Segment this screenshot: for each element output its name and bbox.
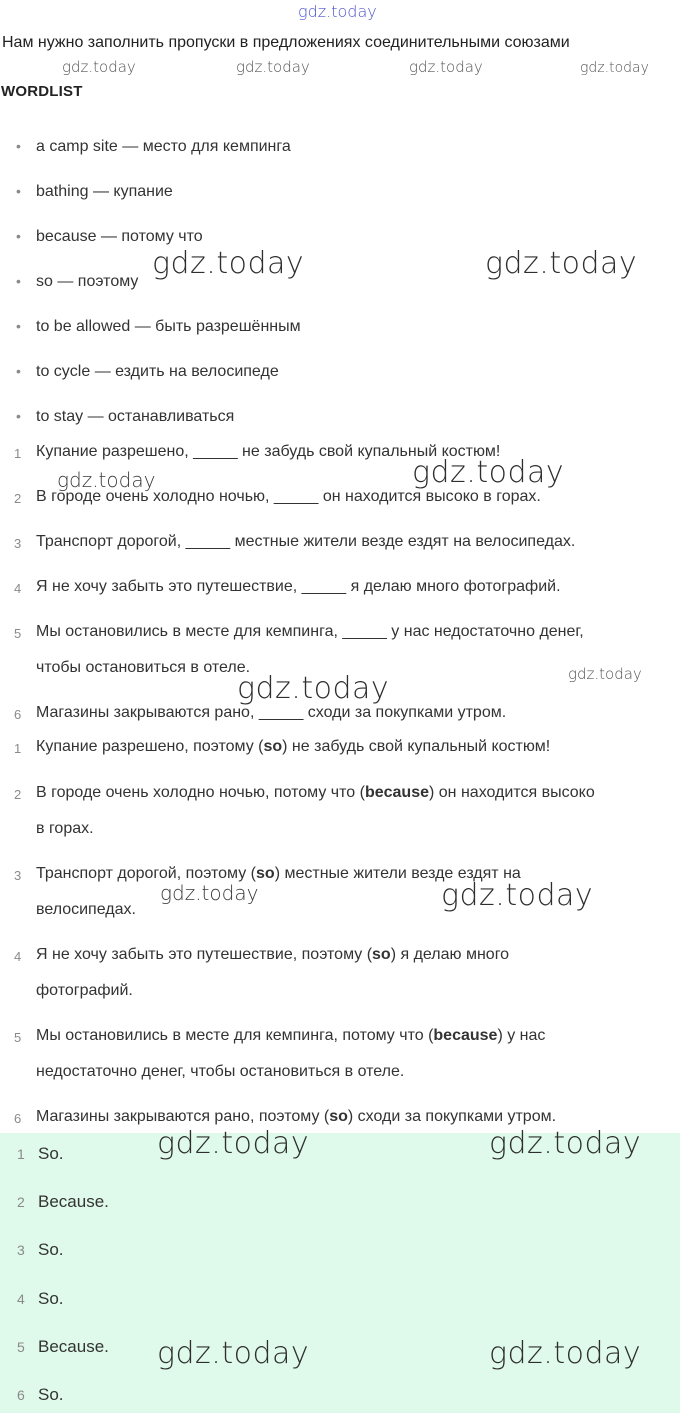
translation-sentence-continued: фотографий. xyxy=(36,982,133,999)
answer-number: 6 xyxy=(17,1387,25,1403)
answer-text: So. xyxy=(38,1289,64,1308)
watermark: gdz.today xyxy=(568,665,642,683)
bullet-icon: • xyxy=(16,318,21,334)
answer-text: So. xyxy=(38,1240,64,1259)
translation-sentence: Мы остановились в месте для кемпинга, потому что (because) у нас xyxy=(36,1027,546,1044)
translation-number: 1 xyxy=(14,741,22,756)
watermark: gdz.today xyxy=(489,1336,642,1371)
answer-word: so xyxy=(256,865,275,882)
exercise-sentence: Я не хочу забыть это путешествие, _____ я делаю много фотографий. xyxy=(36,578,561,595)
watermark: gdz.today xyxy=(441,878,594,913)
wordlist-item xyxy=(16,183,173,201)
translation-number: 5 xyxy=(14,1030,22,1045)
wordlist-item-text: bathing — купание xyxy=(36,183,173,200)
wordlist-item-text: to be allowed — быть разрешённым xyxy=(36,318,301,335)
watermark: gdz.today xyxy=(160,881,259,905)
translation-sentence-continued: велосипедах. xyxy=(36,901,136,918)
translation-sentence-continued: недостаточно денег, чтобы остановиться в отеле. xyxy=(36,1063,405,1080)
translation-sentence: Купание разрешено, поэтому (so) не забудь свой купальный костюм! xyxy=(36,738,551,755)
translation-sentence-continued: в горах. xyxy=(36,820,94,837)
answer-text: So. xyxy=(38,1385,64,1404)
translation-sentence: В городе очень холодно ночью, потому что (because) он находится высоко xyxy=(36,784,595,801)
wordlist-item-text: a camp site — место для кемпинга xyxy=(36,138,291,155)
wordlist-item-text: to stay — останавливаться xyxy=(36,408,235,425)
wordlist-item-text: to cycle — ездить на велосипеде xyxy=(36,363,279,380)
translation-number: 6 xyxy=(14,1111,22,1126)
answer-word: so xyxy=(263,738,283,755)
translation-number: 3 xyxy=(14,868,22,883)
bullet-icon: • xyxy=(16,183,21,199)
wordlist-item xyxy=(16,363,279,381)
exercise-sentence: Транспорт дорогой, _____ местные жители везде ездят на велосипедах. xyxy=(36,533,576,550)
watermark: gdz.today xyxy=(298,2,377,21)
watermark: gdz.today xyxy=(237,671,390,706)
bullet-icon: • xyxy=(16,408,21,424)
wordlist-item xyxy=(16,318,301,336)
watermark: gdz.today xyxy=(62,58,136,76)
wordlist-item xyxy=(16,273,138,291)
exercise-sentence-continued: чтобы остановиться в отеле. xyxy=(36,659,251,676)
translation-sentence: Транспорт дорогой, поэтому (so) местные жители везде ездят на xyxy=(36,865,521,882)
answer-number: 4 xyxy=(17,1291,25,1307)
answer-text: Because. xyxy=(38,1192,109,1211)
answer-word: because xyxy=(364,784,429,801)
sentence-number: 5 xyxy=(14,626,22,641)
sentence-number: 3 xyxy=(14,536,22,551)
exercise-sentence: Купание разрешено, _____ не забудь свой купальный костюм! xyxy=(36,443,501,460)
exercise-sentence: В городе очень холодно ночью, _____ он находится высоко в горах. xyxy=(36,488,541,505)
answer-number: 3 xyxy=(17,1242,25,1258)
watermark: gdz.today xyxy=(489,1126,642,1161)
bullet-icon: • xyxy=(16,273,21,289)
watermark: gdz.today xyxy=(152,246,305,281)
watermark: gdz.today xyxy=(412,455,565,490)
bullet-icon: • xyxy=(16,138,21,154)
exercise-sentence: Мы остановились в месте для кемпинга, _____ у нас недостаточно денег, xyxy=(36,623,584,640)
sentence-number: 6 xyxy=(14,707,22,722)
exercise-sentence: Магазины закрываются рано, _____ сходи за покупками утром. xyxy=(36,704,507,721)
watermark: gdz.today xyxy=(409,58,483,76)
sentence-number: 1 xyxy=(14,446,22,461)
watermark: gdz.today xyxy=(485,246,638,281)
answer-word: so xyxy=(329,1108,348,1125)
bullet-icon: • xyxy=(16,363,21,379)
answer-text: Because. xyxy=(38,1337,109,1356)
translation-sentence: Магазины закрываются рано, поэтому (so) сходи за покупками утром. xyxy=(36,1108,557,1125)
translation-sentence: Я не хочу забыть это путешествие, поэтому (so) я делаю много xyxy=(36,946,510,963)
watermark: gdz.today xyxy=(157,1126,310,1161)
answer-word: so xyxy=(372,946,391,963)
sentence-number: 4 xyxy=(14,581,22,596)
answer-number: 5 xyxy=(17,1339,25,1355)
translation-number: 4 xyxy=(14,949,22,964)
watermark: gdz.today xyxy=(236,58,310,76)
wordlist-item-text: so — поэтому xyxy=(36,273,139,290)
watermark: gdz.today xyxy=(580,60,649,76)
answer-number: 2 xyxy=(17,1194,25,1210)
intro-text: Нам нужно заполнить пропуски в предложениях соединительными союзами xyxy=(2,34,570,51)
watermark: gdz.today xyxy=(157,1336,310,1371)
answer-text: So. xyxy=(38,1144,64,1163)
wordlist-item-text: because — потому что xyxy=(36,228,203,245)
answer-number: 1 xyxy=(17,1146,25,1162)
watermark: gdz.today xyxy=(57,468,156,492)
bullet-icon: • xyxy=(16,228,21,244)
wordlist-item xyxy=(16,228,203,246)
translation-number: 2 xyxy=(14,787,22,802)
wordlist-item xyxy=(16,138,291,156)
wordlist-item xyxy=(16,408,234,426)
answers-panel xyxy=(0,1126,680,1413)
wordlist-heading: WORDLIST xyxy=(1,83,83,100)
sentence-number: 2 xyxy=(14,491,22,506)
answer-word: because xyxy=(433,1027,498,1044)
